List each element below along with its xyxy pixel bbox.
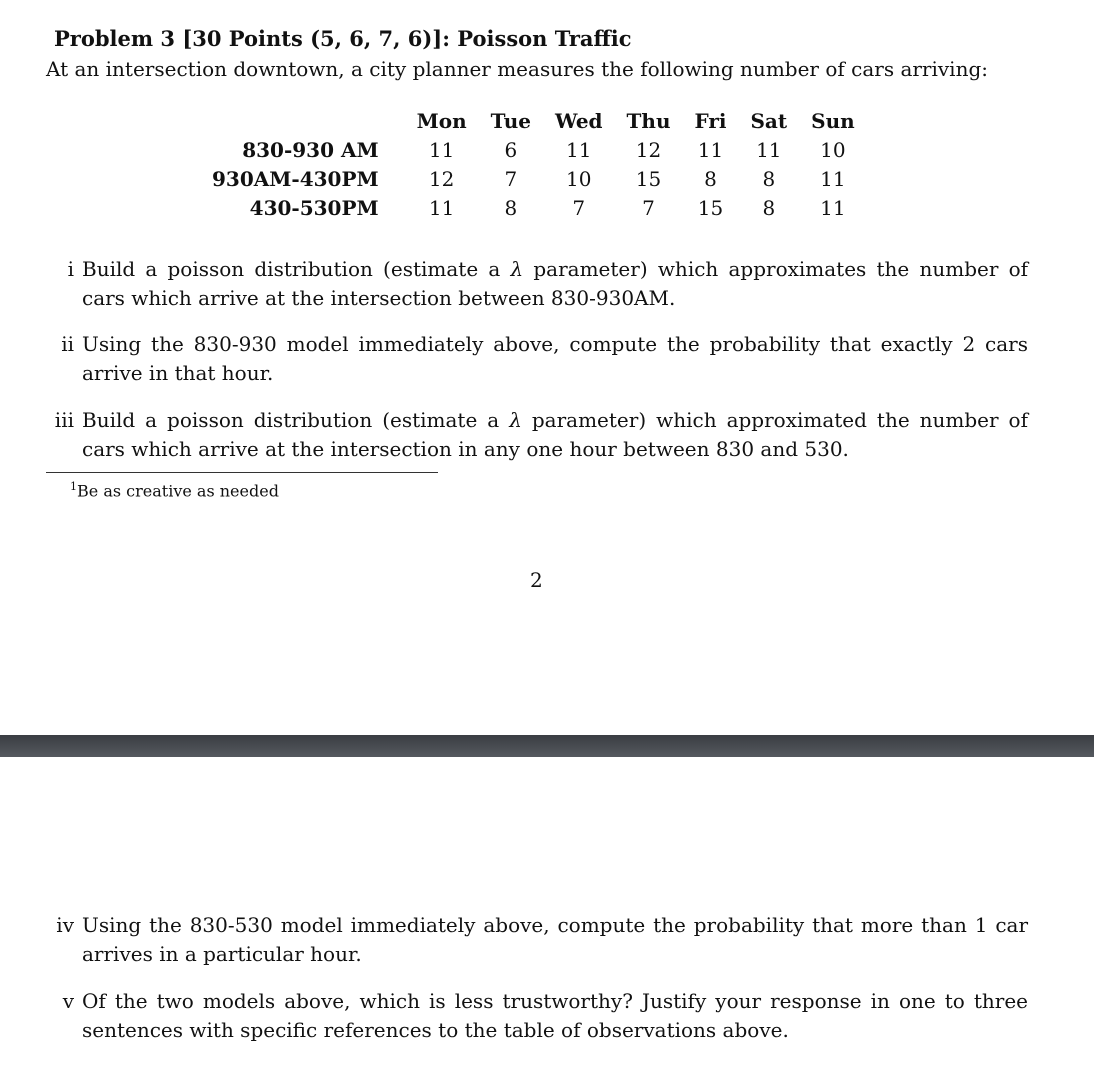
table-cell: 11 — [820, 195, 846, 220]
question-iv — [46, 911, 1028, 969]
question-label: v — [62, 989, 74, 1013]
table-cell: 15 — [635, 166, 662, 191]
question-text-post: parameter) which approximates the number of cars which arrive at the intersection between 830-930AM. — [82, 257, 1029, 310]
problem-heading: Problem 3 [30 Points (5, 6, 7, 6)]: Poisson Traffic — [54, 26, 632, 51]
footnote — [70, 480, 279, 500]
table-cell: 15 — [697, 195, 724, 220]
question-text-pre: Build a poisson distribution (estimate a — [82, 257, 501, 281]
row-header: 430-530PM — [249, 195, 379, 220]
observations-table — [200, 106, 867, 222]
table-cell: 6 — [504, 137, 518, 162]
question-label: iii — [54, 408, 74, 432]
question-text: Of the two models above, which is less trustworthy? Justify your response in one to three sentences with specific references to the table of observations above. — [82, 989, 1028, 1042]
table-cell: 10 — [566, 166, 592, 191]
table-cell: 11 — [820, 166, 846, 191]
table-cell: 11 — [428, 137, 455, 162]
table-cell: 7 — [572, 195, 586, 220]
question-iii — [46, 406, 1028, 464]
question-text-post: parameter) which approximated the number of cars which arrive at the intersection in any one hour between 830 and 530. — [82, 408, 1029, 461]
question-label: ii — [61, 332, 74, 356]
table-cell: 8 — [704, 166, 717, 191]
row-header: 830-930 AM — [242, 137, 379, 162]
table-cell: 11 — [697, 137, 724, 162]
column-header: Thu — [626, 108, 671, 133]
column-header: Sat — [750, 108, 788, 133]
column-header: Sun — [811, 108, 855, 133]
lambda-symbol: λ — [509, 408, 522, 432]
lambda-symbol: λ — [510, 257, 524, 281]
column-header: Tue — [490, 108, 531, 133]
table-cell: 7 — [642, 195, 655, 220]
problem-intro: At an intersection downtown, a city planner measures the following number of cars arriving: — [46, 57, 989, 81]
table-corner — [200, 106, 405, 135]
table-cell: 12 — [428, 166, 455, 191]
question-ii — [46, 330, 1028, 388]
table-row — [200, 164, 867, 193]
question-i — [46, 255, 1028, 313]
column-header: Wed — [554, 108, 603, 133]
table-cell: 11 — [566, 137, 592, 162]
table-cell: 12 — [635, 137, 662, 162]
column-header: Mon — [416, 108, 467, 133]
column-header: Fri — [694, 108, 727, 133]
page-divider — [0, 735, 1094, 757]
table-cell: 8 — [762, 166, 776, 191]
question-text-pre: Build a poisson distribution (estimate a — [82, 408, 500, 432]
question-text — [82, 406, 1028, 464]
question-text: Using the 830-530 model immediately above, compute the probability that more than 1 car arrives in a particular hour. — [82, 913, 1028, 966]
table-cell: 11 — [756, 137, 782, 162]
footnote-rule — [46, 472, 438, 473]
question-text: Using the 830-930 model immediately above, compute the probability that exactly 2 cars arrive in that hour. — [82, 332, 1028, 385]
footnote-marker: 1 — [70, 480, 77, 493]
page-lower — [0, 757, 1094, 1068]
table-cell: 7 — [504, 166, 518, 191]
table-header-row — [200, 106, 867, 135]
page-number: 2 — [530, 568, 543, 592]
table-cell: 11 — [428, 195, 455, 220]
table-cell: 8 — [762, 195, 776, 220]
question-v — [46, 987, 1028, 1045]
question-text — [82, 255, 1028, 313]
question-label: i — [67, 257, 74, 281]
row-header: 930AM-430PM — [212, 166, 379, 191]
table-row — [200, 135, 867, 164]
footnote-text: Be as creative as needed — [77, 481, 279, 501]
table-cell: 8 — [504, 195, 518, 220]
table-row — [200, 193, 867, 222]
question-label: iv — [56, 913, 74, 937]
table-cell: 10 — [820, 137, 846, 162]
